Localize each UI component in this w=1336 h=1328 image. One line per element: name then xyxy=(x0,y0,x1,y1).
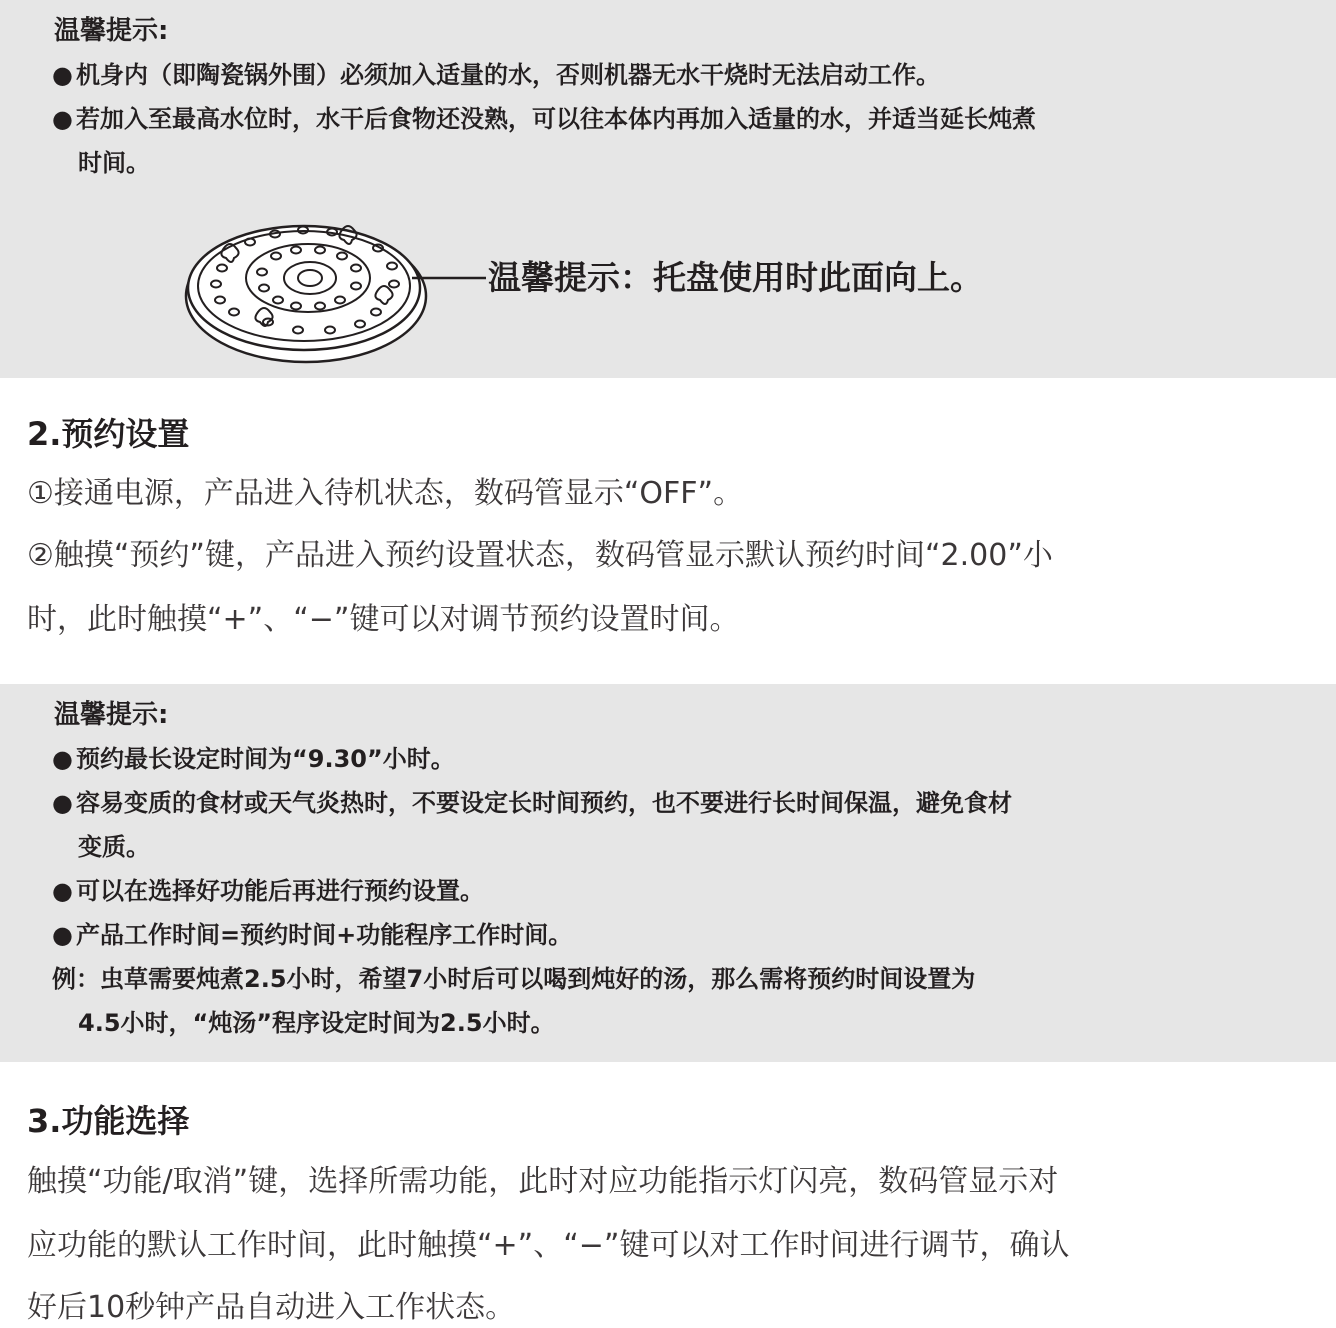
bullet-dot-icon: ● xyxy=(52,789,73,817)
tip-bullet-text: 预约最长设定时间为“9.30”小时。 xyxy=(76,745,455,773)
tip-bullet-2 xyxy=(52,786,1012,820)
tip-bullet-4 xyxy=(52,918,572,952)
body-line: ①接通电源，产品进入待机状态，数码管显示“OFF”。 xyxy=(27,476,744,511)
tip-box-reservation xyxy=(0,684,1336,1062)
tip-bullet-text: 若加入至最高水位时，水干后食物还没熟，可以往本体内再加入适量的水，并适当延长炖煮 xyxy=(76,105,1036,133)
tip-bullet-text: 可以在选择好功能后再进行预约设置。 xyxy=(76,877,484,905)
body-line: 触摸“功能/取消”键，选择所需功能，此时对应功能指示灯闪亮，数码管显示对 xyxy=(27,1164,1059,1199)
body-line: ②触摸“预约”键，产品进入预约设置状态，数码管显示默认预约时间“2.00”小 xyxy=(27,538,1053,573)
tip-bullet-text: 产品工作时间=预约时间+功能程序工作时间。 xyxy=(76,921,573,949)
body-line: 应功能的默认工作时间，此时触摸“+”、“−”键可以对工作时间进行调节，确认 xyxy=(27,1228,1070,1263)
tray-caption: 温馨提示：托盘使用时此面向上。 xyxy=(488,258,983,297)
section-title-function: 3.功能选择 xyxy=(27,1102,190,1140)
bullet-dot-icon: ● xyxy=(52,745,73,773)
tip-box-water xyxy=(0,0,1336,378)
bullet-dot-icon: ● xyxy=(52,61,73,89)
tip-bullet-3 xyxy=(52,874,484,908)
tip-bullet-2-continuation: 变质。 xyxy=(78,833,150,861)
tip-title: 温馨提示: xyxy=(54,16,169,46)
tip-example-line-1: 例：虫草需要炖煮2.5小时，希望7小时后可以喝到炖好的汤，那么需将预约时间设置为 xyxy=(52,965,976,993)
tray-illustration-icon xyxy=(180,208,490,368)
bullet-dot-icon: ● xyxy=(52,921,73,949)
section-title-reservation: 2.预约设置 xyxy=(27,415,190,453)
tip-example-line-2: 4.5小时，“炖汤”程序设定时间为2.5小时。 xyxy=(78,1009,555,1037)
tip-bullet-1 xyxy=(52,742,455,776)
tip-bullet-1 xyxy=(52,58,940,92)
tip-bullet-2-continuation: 时间。 xyxy=(78,149,150,177)
bullet-dot-icon: ● xyxy=(52,877,73,905)
tip-bullet-2 xyxy=(52,102,1036,136)
tip-bullet-text: 机身内（即陶瓷锅外围）必须加入适量的水，否则机器无水干烧时无法启动工作。 xyxy=(76,61,940,89)
tip-bullet-text: 容易变质的食材或天气炎热时，不要设定长时间预约，也不要进行长时间保温，避免食材 xyxy=(76,789,1012,817)
bullet-dot-icon: ● xyxy=(52,105,73,133)
tip-title: 温馨提示: xyxy=(54,700,169,730)
body-line: 时，此时触摸“+”、“−”键可以对调节预约设置时间。 xyxy=(27,602,740,637)
body-line: 好后10秒钟产品自动进入工作状态。 xyxy=(27,1290,516,1325)
